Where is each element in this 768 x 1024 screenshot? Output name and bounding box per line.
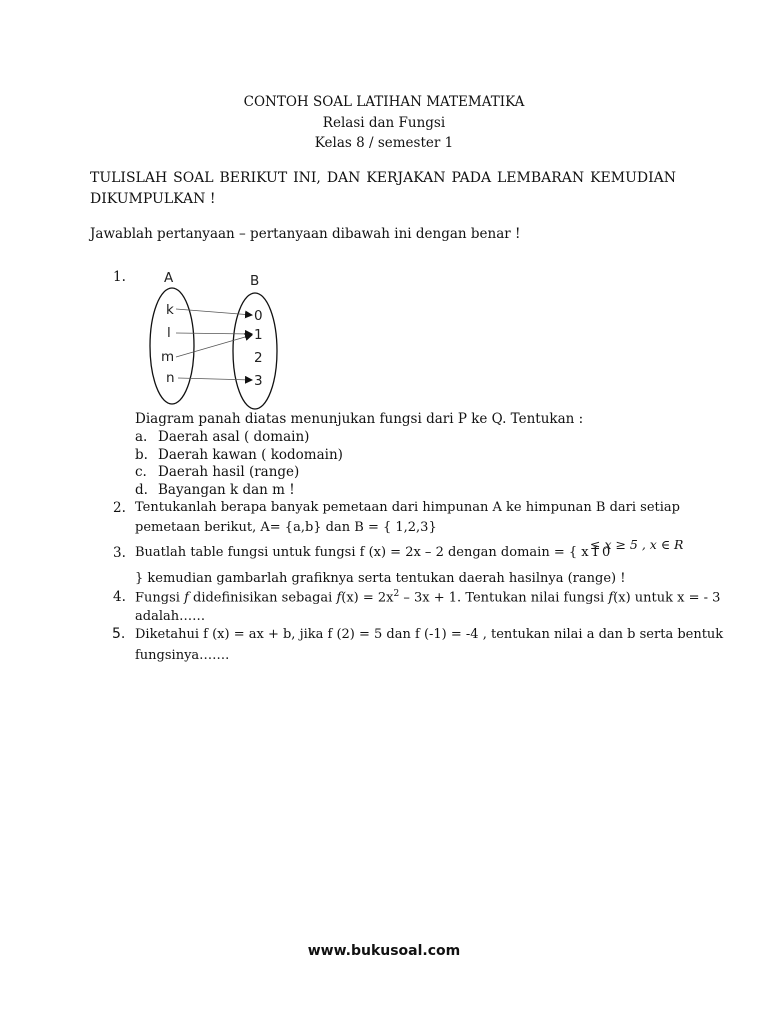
q3-line-1: Buatlah table fungsi untuk fungsi f (x) = 2x – 2 dengan domain = { x I 0	[135, 545, 611, 560]
q2-line-1: Tentukanlah berapa banyak pemetaan dari himpunan A ke himpunan B dari setiap	[135, 500, 680, 515]
set-a-element: m	[161, 349, 175, 365]
mapping-arrow-n-3	[178, 378, 252, 380]
q5-line-1: Diketahui f (x) = ax + b, jika f (2) = 5 dan f (-1) = -4 , tentukan nilai a dan b serta bentuk	[135, 627, 724, 642]
doc-subtitle: Relasi dan Fungsi	[322, 115, 446, 131]
set-b-element: 0	[254, 308, 263, 324]
q4-line-1: Fungsi f didefinisikan sebagai $f(x) = 2x^2 - 3x + 1$. Tentukan nilai fungsi f(x) untuk x = - 3	[135, 589, 721, 606]
set-b-element: 1	[254, 327, 263, 343]
q1-item-text: Daerah kawan ( kodomain)	[158, 447, 343, 463]
q1-item-text: Daerah hasil (range)	[158, 464, 300, 480]
q4-number: 4.	[113, 589, 126, 605]
mapping-arrow-m-1	[176, 335, 252, 357]
q1-number: 1.	[113, 269, 126, 285]
q2-line-2: pemetaan berikut, A= {a,b} dan B = { 1,2,3}	[135, 520, 437, 535]
q3-number: 3.	[113, 545, 126, 561]
doc-class: Kelas 8 / semester 1	[314, 135, 454, 151]
q3-line-2: } kemudian gambarlah grafiknya serta tentukan daerah hasilnya (range) !	[135, 571, 626, 586]
set-a-element: l	[167, 325, 171, 341]
mapping-arrow-k-0	[176, 309, 252, 315]
q4-line-2: adalah……	[135, 609, 206, 624]
q5-line-2: fungsinya…….	[135, 648, 230, 663]
set-a-label: A	[164, 270, 174, 286]
q1-item-text: Bayangan k dan m !	[158, 482, 295, 498]
q1-item-marker: d.	[135, 482, 148, 498]
set-a-element: n	[166, 370, 175, 386]
instruction-line-2: DIKUMPULKAN !	[90, 191, 216, 207]
instruction-line-1: TULISLAH SOAL BERIKUT INI, DAN KERJAKAN PADA LEMBARAN KEMUDIAN	[90, 170, 676, 186]
q1-item-marker: b.	[135, 447, 148, 463]
footer-website: www.bukusoal.com	[307, 943, 461, 959]
doc-title: CONTOH SOAL LATIHAN MATEMATIKA	[243, 94, 525, 110]
q1-item-text: Daerah asal ( domain)	[158, 429, 310, 445]
q2-number: 2.	[113, 500, 126, 516]
prompt-text: Jawablah pertanyaan – pertanyaan dibawah ini dengan benar !	[90, 226, 521, 242]
arrow-diagram	[140, 262, 300, 412]
set-b-element: 3	[254, 373, 263, 389]
set-a-element: k	[166, 302, 174, 318]
set-b-element: 2	[254, 350, 263, 366]
q1-item-marker: a.	[135, 429, 148, 445]
q5-number: 5.	[112, 626, 126, 642]
q3-domain-math: ≤ x ≥ 5 , x ∈ R	[590, 537, 684, 552]
set-b-label: B	[250, 273, 260, 289]
mapping-arrow-l-1	[176, 333, 252, 334]
q1-text: Diagram panah diatas menunjukan fungsi dari P ke Q. Tentukan :	[135, 411, 584, 427]
q1-item-marker: c.	[135, 464, 147, 480]
